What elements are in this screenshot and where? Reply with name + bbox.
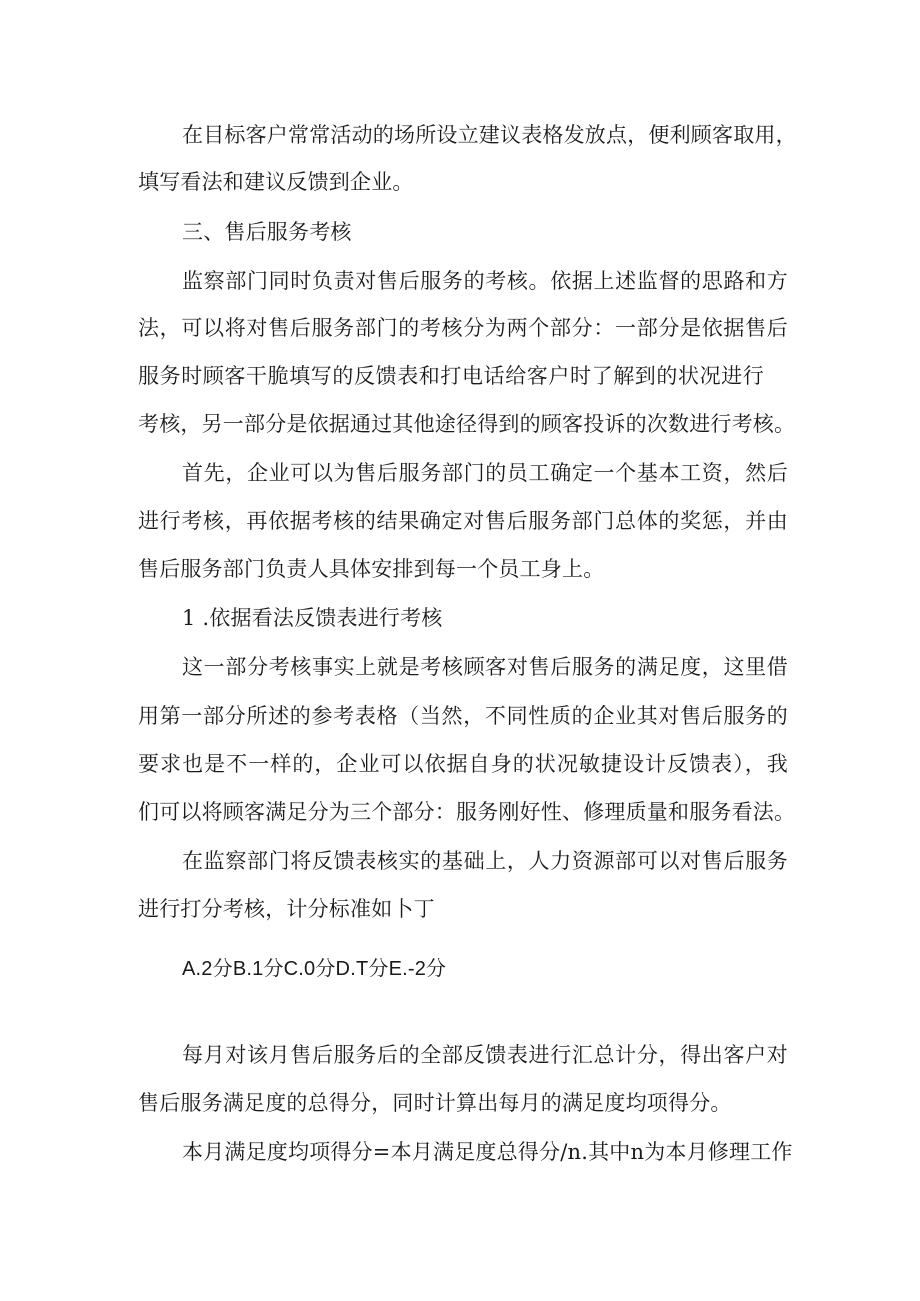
- paragraph-5-line-1: 在监察部门将反馈表核实的基础上，人力资源部可以对售后服务: [182, 849, 788, 873]
- paragraph-2-line-3: 服务时顾客干脆填写的反馈表和打电话给客户时了解到的状况进行: [138, 364, 764, 388]
- paragraph-2-line-2: 法，可以将对售后服务部门的考核分为两个部分：一部分是依据售后: [138, 316, 788, 340]
- paragraph-1-line-2: 填写看法和建议反馈到企业。: [138, 170, 414, 194]
- subheading-1: 1 .依据看法反馈表进行考核: [182, 606, 443, 630]
- paragraph-6-line-2: 售后服务满足度的总得分，同时计算出每月的满足度均项得分。: [138, 1091, 732, 1115]
- paragraph-6-line-1: 每月对该月售后服务后的全部反馈表进行汇总计分，得出客户对: [182, 1043, 788, 1067]
- paragraph-3-line-2: 进行考核，再依据考核的结果确定对售后服务部门总体的奖惩，并由: [138, 509, 788, 533]
- paragraph-7-line-1: 本月满足度均项得分=本月满足度总得分/n.其中n为本月修理工作: [182, 1140, 793, 1164]
- score-standard-line: A.2分B.1分C.0分D.T分E.-2分: [182, 958, 447, 980]
- paragraph-1-line-1: 在目标客户常常活动的场所设立建议表格发放点，便利顾客取用，: [182, 123, 797, 147]
- paragraph-2-line-1: 监察部门同时负责对售后服务的考核。依据上述监督的思路和方: [182, 269, 788, 293]
- paragraph-3-line-3: 售后服务部门负责人具体安排到每一个员工身上。: [138, 557, 605, 581]
- paragraph-5-line-2: 进行打分考核，计分标准如卜丁: [138, 897, 435, 921]
- paragraph-4-line-3: 要求也是不一样的，企业可以依据自身的状况敏捷设计反馈表），我: [138, 752, 788, 776]
- paragraph-4-line-1: 这一部分考核事实上就是考核顾客对售后服务的满足度，这里借: [182, 655, 788, 679]
- paragraph-4-line-2: 用第一部分所述的参考表格（当然，不同性质的企业其对售后服务的: [138, 704, 788, 728]
- paragraph-2-line-4: 考核，另一部分是依据通过其他途径得到的顾客投诉的次数进行考核。: [138, 412, 796, 436]
- paragraph-4-line-4: 们可以将顾客满足分为三个部分：服务刚好性、修理质量和服务看法。: [138, 800, 796, 824]
- section-heading: 三、售后服务考核: [182, 220, 352, 244]
- paragraph-3-line-1: 首先，企业可以为售后服务部门的员工确定一个基本工资，然后: [182, 461, 788, 485]
